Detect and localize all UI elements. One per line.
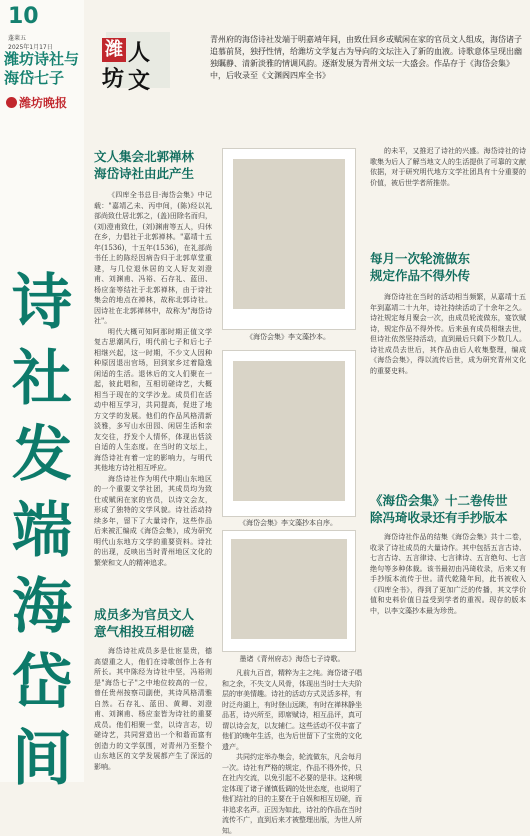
article-3-paragraph: 凡前九百首，精粹为主之纯。海岱诸子唱和之余，不失文人风骨，体现出当时士大夫阶层的审美情趣。诗社的活动方式灵活多样，有时泛舟湖上，有时登山远眺，有时在禅林静坐品茗，诗兴所至，即席赋诗，相互品评，真可谓以诗会友，以友辅仁。这些活动不仅丰富了他们的晚年生活，也为后世留下了宝贵的文化遗产。 <box>222 669 362 751</box>
article-1-paragraph: 海岱诗社作为明代中期山东地区的一个重要文学社团，其成员均为致仕或赋闲在家的官员，以诗文会友，形成了独特的文学风貌。诗社活动持续多年，留下了大量诗作，这些作品后来被汇编成《海岱会集》，成为研究明代山东地方文学的重要资料。诗社的出现，反映出当时青州地区文化的繁荣和文人的精神追求。 <box>94 474 212 567</box>
section-title: 潍坊诗社与海岱七子 <box>4 50 80 87</box>
article-2-title-line-1: 成员多为官员文人 <box>94 607 195 622</box>
brand <box>6 94 67 111</box>
article-3-continued <box>222 668 362 835</box>
article-2-body <box>94 646 212 778</box>
logo-char-4: 文 <box>128 68 151 94</box>
article-1-body <box>94 190 212 590</box>
article-2-title <box>94 606 212 640</box>
manuscript-page <box>233 159 345 309</box>
article-1-paragraph: 明代大概可知阿那时期正值文学复古思潮风行，明代前七子和后七子相继兴起，这一时期，不少文人因种种原因退出官场，回到家乡过着隐逸闲适的生活。退休后的文人们聚在一起，彼此唱和，互相切磋诗艺，大概相当于现在的文学沙龙。成员们在活动中相互学习，共同提高，促进了地方文学的发展。他们的作品风格清新淡雅，多写山水田园、闲居生活和亲友交往，抒发个人情怀，体现出恬淡自适的人生态度。在当时的文坛上，海岱诗社有着一定的影响力，与明代其他地方诗社相互呼应。 <box>94 327 212 472</box>
article-1-paragraph: 《四库全书总目·海岱会集》中记载："嘉靖乙未、丙申间，(陈)经以礼部尚致仕居北郭之，(盖)田除名而归，(刘)澄甫致仕，(刘)渊甫等五人，归休在乡，力倡社于北郭禅林。"嘉靖十五年(1536)，十五年(1536)，在礼部尚书任上的陈经因病告归于北郭草堂重建，与几位退休居的文人好友刘澄甫、刘渊甫、冯裕、石存礼、蓝田、杨应奎等结社于北郭禅林，由于诗社集会的地点在禅林，故称北郭诗社。因诗社在北郭禅林中，故称为"海岱诗社"。 <box>94 191 212 325</box>
sidebar <box>0 0 84 794</box>
logo-char-2: 人 <box>128 40 151 66</box>
article-3-title <box>370 250 526 284</box>
figure-manuscript-1 <box>222 148 356 330</box>
article-1-paragraph: 的未平，又推迟了诗社的兴盛。海岱诗社的诗歌集为后人了解当地文人的生活提供了可靠的文献依据，对于研究明代地方文学社团具有十分重要的价值，被后世学者所推崇。 <box>370 147 526 187</box>
page-number: 10 <box>8 4 39 29</box>
lead-paragraph: 青州府的海岱诗社发端于明嘉靖年间，由致仕回乡或赋闲在家的官员文人组成，海岱诸子追慕前贤，独抒性情，给潍坊文学复古为导向的文坛注入了新的血液。诗歌意体呈现出幽独瞩静、清新淡雅的情调风韵。逐渐发展为青州文坛一大盛会。作品存于《海岱会集》中，后收录至《文渊阁四库全书》 <box>210 35 522 80</box>
article-1-continued <box>370 146 526 236</box>
meta-line-1: 蓬莱五 <box>8 35 27 42</box>
column-logo <box>94 30 174 94</box>
article-4-paragraph: 海岱诗社作品的结集《海岱会集》共十二卷，收录了诗社成员的大量诗作。其中包括五言古诗、七言古诗、五言律诗、七言律诗、五言绝句、七言绝句等多种体裁。该书最初由冯琦收录，后来又有手抄版本流传于世。清代乾隆年间，此书被收入《四库全书》，得到了更加广泛的传播，其文学价值和史料价值日益受到学者的重视。现存的版本中，以李文藻抄本最为珍贵。 <box>370 533 526 615</box>
brand-label: 潍坊晚报 <box>19 96 68 110</box>
article-1-title <box>94 148 212 182</box>
article-4-body <box>370 532 526 778</box>
logo-char-3: 坊 <box>102 66 125 92</box>
logo-char-1: 潍 <box>102 38 126 62</box>
article-4-title-line-2: 除冯琦收录还有手抄版本 <box>370 510 508 525</box>
figure-manuscript-3 <box>222 530 356 652</box>
caption-3: 墨诸《青州府志》海岱七子诗歌。 <box>239 655 345 663</box>
article-2-paragraph: 海岱诗社成员多是仕宦显贵，德高望重之人，他们在诗歌创作上各有所长。其中陈经为诗社中坚，冯裕则是"海岱七子"之中地位较高的一位，曾任贵州按察司副使，其诗风格清雅自然。石存礼、蓝田、黄卿、刘澄甫、刘渊甫、杨应奎皆为诗社的重要成员。他们相聚一堂，以诗言志，切磋诗艺，共同营造出一个和谐而富有创造力的文学氛围，对青州乃至整个山东地区的文学发展都产生了深远的影响。 <box>94 647 212 771</box>
manuscript-page <box>231 539 347 639</box>
article-2-title-line-2: 意气相投互相切磋 <box>94 624 195 639</box>
article-4-title-line-1: 《海岱会集》十二卷传世 <box>370 493 508 508</box>
article-3-paragraph: 共同约定举办集会，轮流做东，凡会每月一次。诗社有严格的规定，作品不得外传，只在社内交流，以免引起不必要的是非。这种规定体现了诸子谨慎低调的处世态度，也说明了他们结社的目的主要在于自娱和相互切磋，而非追求名声。正因为如此，诗社的作品在当时流传不广，直到后来才被整理出版，为世人所知。 <box>222 753 362 835</box>
caption-2: 《海岱会集》李文藻抄本自序。 <box>239 519 337 527</box>
article-3-paragraph: 海岱诗社在当时的活动相当频繁，从嘉靖十五年到嘉靖二十九年，诗社持续活动了十余年之久。诗社规定每月聚会一次，由成员轮流做东，宴饮赋诗，规定作品不得外传。后来虽有成员相继去世，但诗社依然坚持活动，直到最后只剩下少数几人。诗社成员去世后，其作品由后人收集整理，编成《海岱会集》，得以流传后世，成为研究青州文化的重要史料。 <box>370 293 526 375</box>
main-content <box>88 0 530 835</box>
caption-1: 《海岱会集》李文藻抄本。 <box>246 333 330 341</box>
article-3-body <box>370 292 526 482</box>
article-3-title-line-2: 规定作品不得外传 <box>370 268 471 283</box>
figure-manuscript-2 <box>222 350 356 517</box>
article-4-title <box>370 492 526 526</box>
article-1-title-line-1: 文人集会北郭禅林 <box>94 149 195 164</box>
brand-logo-icon <box>6 97 17 108</box>
article-1-title-line-2: 海岱诗社由此产生 <box>94 166 195 181</box>
article-3-title-line-1: 每月一次轮流做东 <box>370 251 471 266</box>
manuscript-page <box>233 361 345 501</box>
page-big-title: 诗社发端海岱间 <box>12 268 72 794</box>
meta-line-2: 2025年1月17日 <box>8 44 53 51</box>
